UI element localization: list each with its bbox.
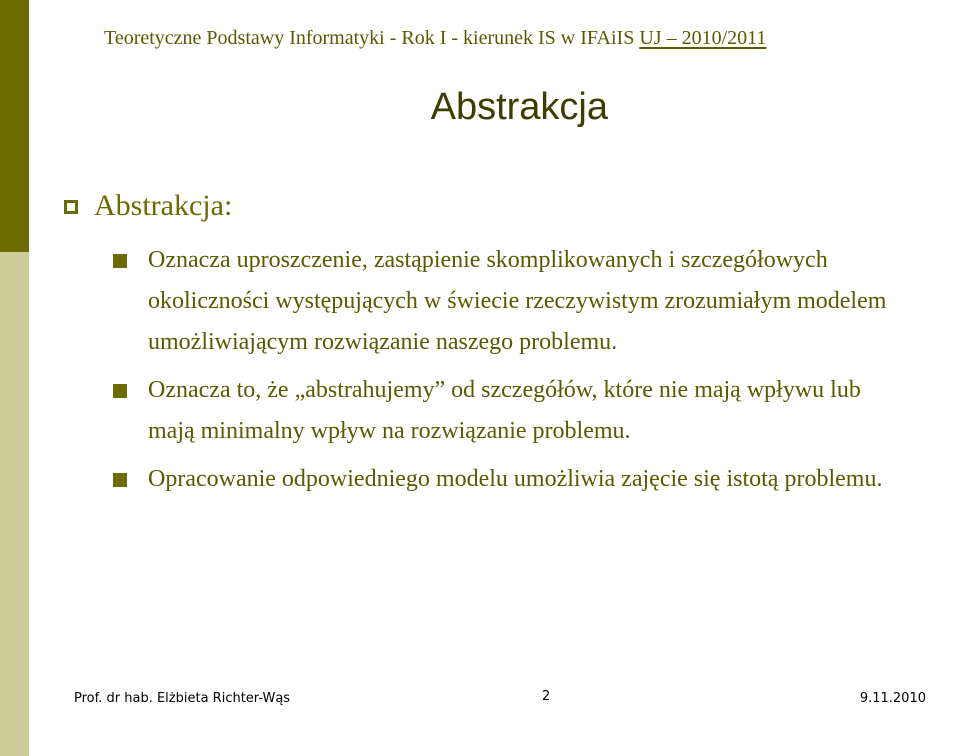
footer-date: 9.11.2010 — [859, 691, 926, 706]
left-accent-bar-dark — [0, 0, 29, 252]
header-year-text: UJ – 2010/2011 — [639, 27, 767, 49]
bullet-item — [113, 459, 903, 500]
bullet-list — [113, 240, 903, 507]
header-course-text: Teoretyczne Podstawy Informatyki - Rok I - kierunek IS w IFAiIS — [104, 27, 635, 49]
bullet-text: Oznacza uproszczenie, zastąpienie skomplikowanych i szczegółowych okoliczności występujących w świecie rzeczywistym zrozumiałym modelem umożliwiającym rozwiązanie naszego problemu. — [148, 247, 887, 355]
bullet-text: Opracowanie odpowiedniego modelu umożliwia zajęcie się istotą problemu. — [148, 466, 883, 492]
bullet-item — [113, 240, 903, 363]
bullet-text: Oznacza to, że „abstrahujemy” od szczegółów, które nie mają wpływu lub mają minimalny wpływ na rozwiązanie problemu. — [148, 377, 861, 444]
hollow-square-icon — [64, 200, 78, 214]
level1-item — [64, 189, 232, 223]
footer-author: Prof. dr hab. Elżbieta Richter-Wąs — [74, 691, 291, 706]
filled-square-icon — [113, 254, 127, 268]
filled-square-icon — [113, 473, 127, 487]
level1-heading: Abstrakcja: — [94, 189, 233, 222]
bullet-item — [113, 370, 903, 452]
slide-title: Abstrakcja — [430, 86, 608, 128]
left-accent-bar-light — [0, 252, 29, 756]
slide-header — [104, 27, 766, 50]
filled-square-icon — [113, 384, 127, 398]
footer-page-number: 2 — [542, 689, 551, 704]
